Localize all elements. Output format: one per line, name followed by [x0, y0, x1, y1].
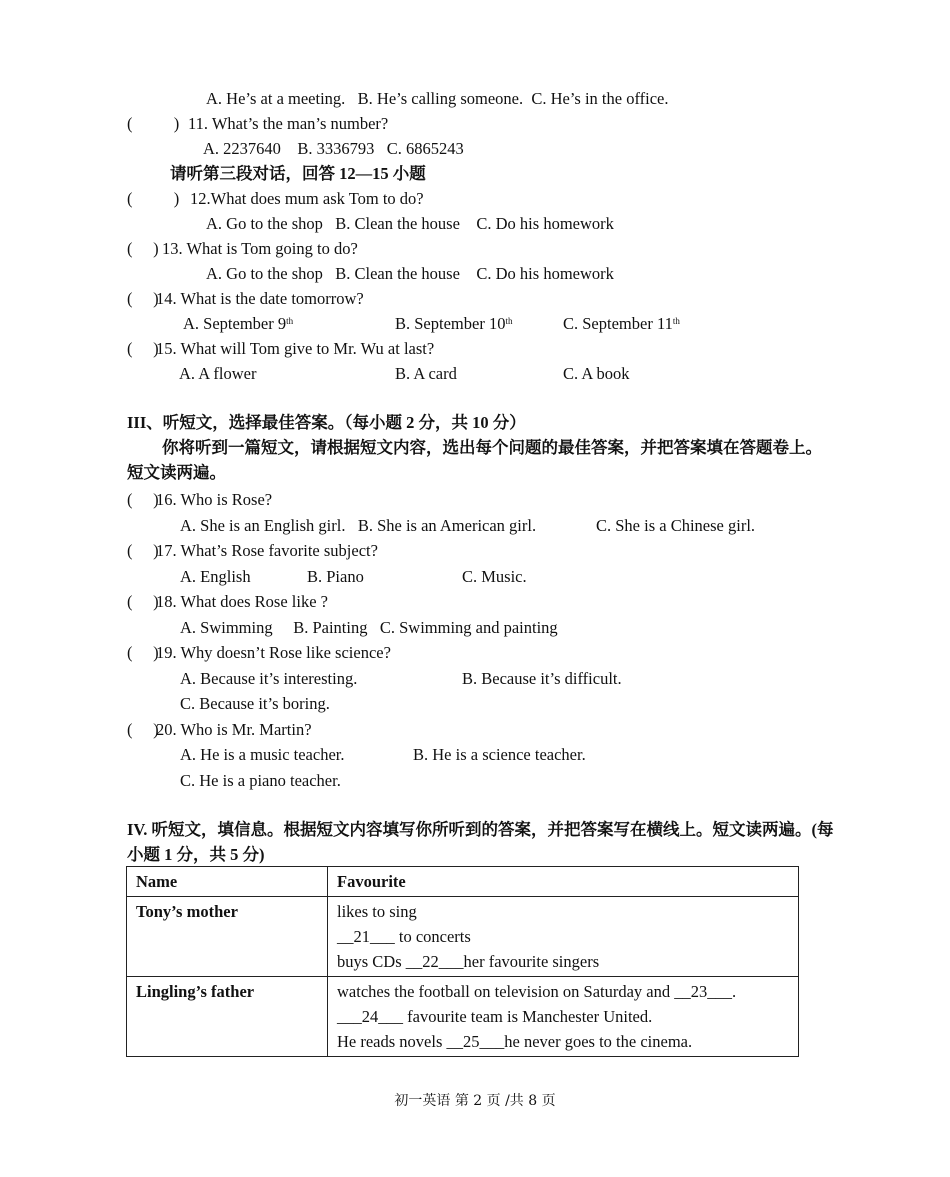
blank-21[interactable]: __21___	[337, 927, 395, 946]
row2-line1: watches the football on television on Saturday and __23___.	[337, 982, 737, 1001]
q14-option-b: B. September 10th	[395, 314, 513, 333]
q19-stem: 19. Why doesn’t Rose like science?	[156, 643, 391, 662]
part4-heading-1: IV. 听短文，填信息。根据短文内容填写你所听到的答案，并把答案写在横线上。短文读两遍。(每	[127, 820, 834, 839]
q19-paren: ( )	[127, 643, 159, 662]
favourites-table	[126, 866, 799, 1057]
q13-options: A. Go to the shop B. Clean the house C. Do his homework	[206, 264, 614, 283]
q13-stem: 13. What is Tom going to do?	[162, 239, 358, 258]
q10-options: A. He’s at a meeting. B. He’s calling someone. C. He’s in the office.	[206, 89, 669, 108]
q17-option-a: A. English	[180, 567, 251, 586]
q17-paren: ( )	[127, 541, 159, 560]
q11-options: A. 2237640 B. 3336793 C. 6865243	[203, 139, 464, 158]
q11-paren: ( )	[127, 114, 180, 133]
part4-heading-2: 小题 1 分，共 5 分)	[127, 845, 265, 864]
q19-option-a: A. Because it’s interesting.	[180, 669, 358, 688]
table-header-row	[127, 867, 799, 897]
q18-paren: ( )	[127, 592, 159, 611]
q17-stem: 17. What’s Rose favorite subject?	[156, 541, 378, 560]
row2-favourite	[328, 977, 799, 1057]
q12-paren: ( )	[127, 189, 180, 208]
blank-22[interactable]: __22___	[405, 952, 464, 971]
q14-paren: ( )	[127, 289, 159, 308]
blank-23[interactable]: __23___	[674, 982, 733, 1001]
q16-options-ab: A. She is an English girl. B. She is an American girl.	[180, 516, 537, 535]
q16-stem: 16. Who is Rose?	[156, 490, 273, 509]
q14-option-a: A. September 9th	[183, 314, 294, 333]
blank-24[interactable]: ___24___	[337, 1007, 403, 1026]
q14-option-c: C. September 11th	[563, 314, 680, 333]
q15-option-a: A. A flower	[179, 364, 257, 383]
q18-options: A. Swimming B. Painting C. Swimming and painting	[180, 618, 558, 637]
q20-stem: 20. Who is Mr. Martin?	[156, 720, 312, 739]
part3-instructions-2: 短文读两遍。	[127, 463, 226, 482]
row2-name: Lingling’s father	[127, 977, 328, 1057]
q13-paren: ( )	[127, 239, 159, 258]
q15-option-c: C. A book	[563, 364, 630, 383]
section3-dialog-heading: 请听第三段对话，回答 12—15 小题	[170, 164, 426, 183]
blank-25[interactable]: __25___	[446, 1032, 505, 1051]
q20-paren: ( )	[127, 720, 159, 739]
q17-option-b: B. Piano	[307, 567, 364, 586]
table-header-name: Name	[127, 867, 328, 897]
q19-option-b: B. Because it’s difficult.	[462, 669, 622, 688]
page-footer: 初一英语 第 2 页 /共 8 页	[394, 1093, 556, 1109]
q20-option-c: C. He is a piano teacher.	[180, 771, 341, 790]
table-row	[127, 977, 799, 1057]
q16-paren: ( )	[127, 490, 159, 509]
q19-option-c: C. Because it’s boring.	[180, 694, 330, 713]
part3-instructions-1: 你将听到一篇短文，请根据短文内容，选出每个问题的最佳答案，并把答案填在答题卷上。	[162, 438, 822, 457]
table-header-favourite: Favourite	[328, 867, 799, 897]
q11-stem: 11. What’s the man’s number?	[188, 114, 389, 133]
row2-line3: He reads novels __25___he never goes to the cinema.	[337, 1032, 693, 1051]
q18-stem: 18. What does Rose like ?	[156, 592, 328, 611]
row1-favourite	[328, 897, 799, 977]
row1-line1: likes to sing	[337, 902, 417, 921]
table-row	[127, 897, 799, 977]
q12-stem: 12.What does mum ask Tom to do?	[190, 189, 424, 208]
q15-stem: 15. What will Tom give to Mr. Wu at last?	[156, 339, 435, 358]
row1-line2: __21___ to concerts	[337, 927, 471, 946]
q20-option-a: A. He is a music teacher.	[180, 745, 345, 764]
row2-line2: ___24___ favourite team is Manchester United.	[337, 1007, 653, 1026]
part3-heading: III、听短文，选择最佳答案。（每小题 2 分，共 10 分）	[127, 413, 526, 432]
row1-name: Tony’s mother	[127, 897, 328, 977]
q14-stem: 14. What is the date tomorrow?	[156, 289, 364, 308]
q17-option-c: C. Music.	[462, 567, 527, 586]
q12-options: A. Go to the shop B. Clean the house C. Do his homework	[206, 214, 614, 233]
q15-option-b: B. A card	[395, 364, 457, 383]
q16-option-c: C. She is a Chinese girl.	[596, 516, 756, 535]
row1-line3: buys CDs __22___her favourite singers	[337, 952, 600, 971]
q20-option-b: B. He is a science teacher.	[413, 745, 586, 764]
q15-paren: ( )	[127, 339, 159, 358]
